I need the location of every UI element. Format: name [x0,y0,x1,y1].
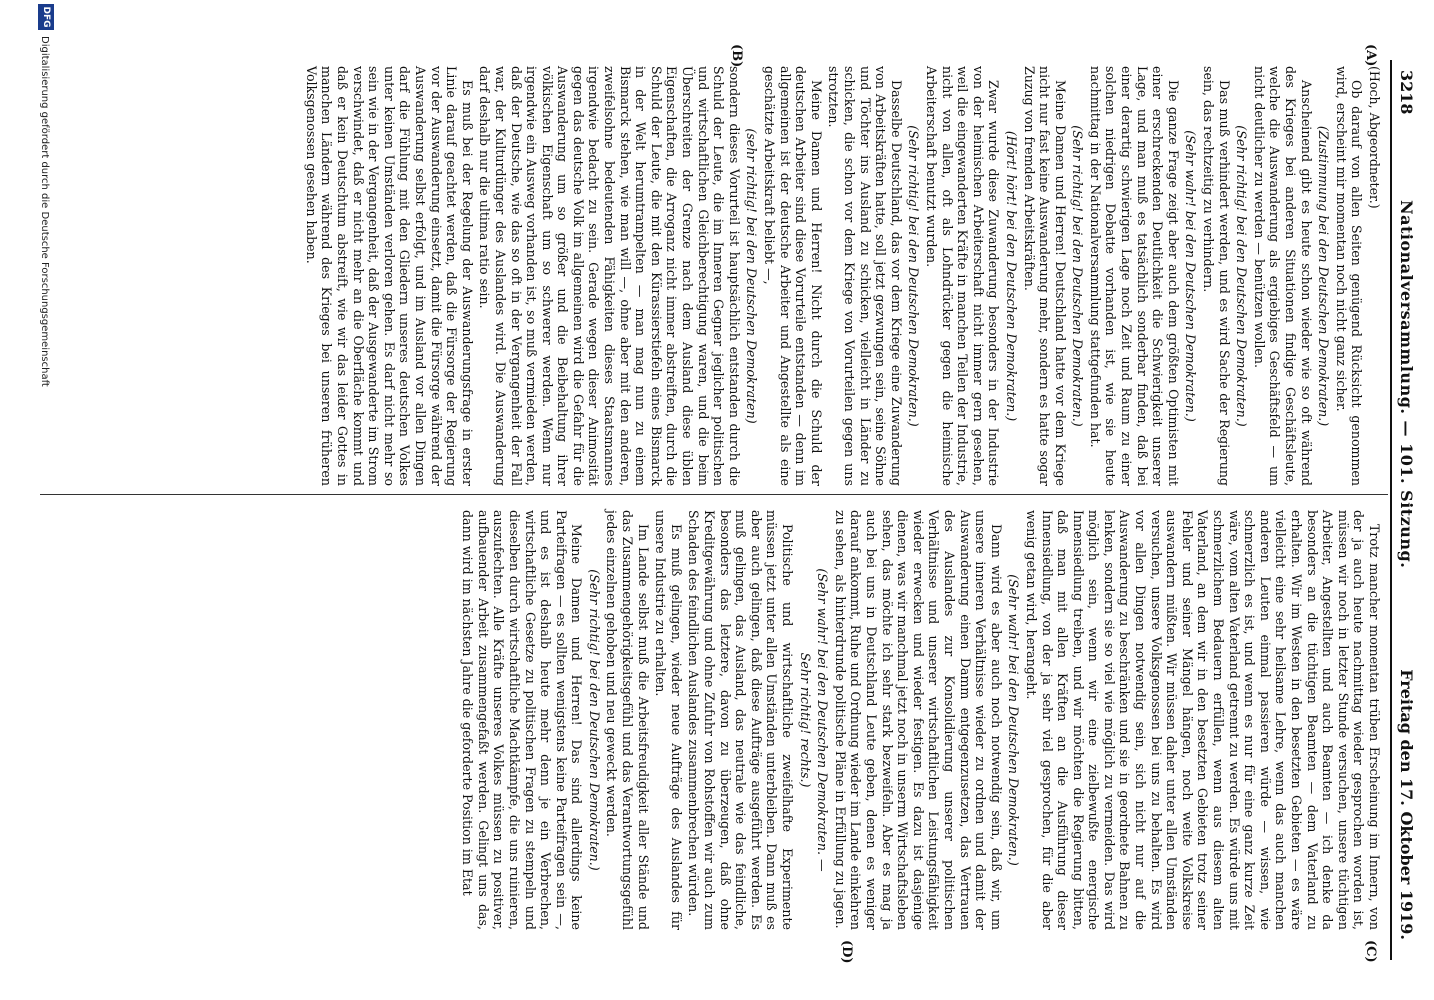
margin-marker-c: (C) [1363,940,1378,963]
paragraph: Meine Damen und Herren! Nicht durch die Schuld der deutschen Arbeiter sind diese Vorurteile entstanden — denn im allgemeinen ist der deutsche Arbeiter und Angestellte als eine geschätzte Arbeitskraft beliebt —, [762,66,824,486]
paragraph: Das muß verhindert werden, und es wird Sache der Regierung sein, das rechtzeitig zu verhindern. [1201,66,1232,486]
margin-marker-b: (B) [729,44,744,68]
interjection: (Sehr richtig! bei den Deutschen Demokraten.) [586,569,602,871]
paragraph: Zwar wurde diese Zuwanderung besonders in der Industrie von der heimischen Arbeiterschaft nicht immer gern gesehen, weil die eingewanderten Kräfte in manchen Teilen der Industrie, nicht von allen, oft als Lohndrücker gegen die heimische Arbeiterschaft benutzt wurden. [923,66,1002,486]
paragraph: Die ganze Frage zeigt aber auch dem größten Optimisten mit einer erschreckenden Deutlichkeit die Schwierigkeit unserer Lage, und man muß es tatsächlich sonderbar finden, daß bei einer derartig schwierigen Lage noch Zeit und Raum zu einer solchen niedrigen Debatte vorhanden ist, wie sie heute nachmittag in der Nationalversammlung stattgefunden hat. [1087,66,1181,486]
paragraph: Politische und wirtschaftliche zweifelhafte Experimente müssen jetzt unter allen Umständen unterbleiben. Dann muß es aber auch gelingen, daß diese Aufträge ausgeführt werden. Es muß gelingen, das Ausland, das neutrale wie das feindliche, besonders das letztere, davon zu überzeugen, daß ohne Kreditgewährung und ohne Zufuhr von Rohstoffen wir auch zum Schaden des feindlichen Auslandes zusammenbrechen würden. [686,510,796,930]
interjection: (Sehr wahr! bei den Deutschen Demokraten. — [815,568,831,872]
interjection: (Sehr wahr! bei den Deutschen Demokraten.) [1183,130,1199,422]
interjection: Sehr richtig! rechts.) [797,652,813,788]
speaker-line: (Hoch, Abgeordneter.) [1367,66,1382,209]
paragraph: Trotz mancher momentan trüben Erscheinung im Innern, von der ja auch heute nachmittag wieder gesprochen worden ist, müssen wir noch in letzter Stunde versuchen, unsere tüchtigen Arbeiter, Angestellten und auch Beamten — ich denke da besonders an die tüchtigen Beamten — dem Vaterland zu erhalten. Wir im Westen in den besetzten Gebieten — es wäre vielleicht eine sehr heilsame Lehre, wenn das auch manchen anderen Leuten einmal passieren würde — wissen, wie schmerzlich es ist, und wenn es nur für eine ganz kurze Zeit wäre, vom alten Vaterland getrennt zu werden. Es würde uns mit schmerzlichem Bedauern erfüllen, wenn aus diesem alten Vaterland, an dem wir in den besetzten Gebieten trotz seiner Fehler und seiner Mängel hängen, noch weite Volkskreise auswandern müßten. Wir müssen daher unter allen Umständen versuchen, unsere Volksgenossen bei uns zu behalten. Es wird vor allen Dingen notwendig sein, sich nicht nur auf die Auswanderung zu beschränken und sie in geordnete Bahnen zu lenken, sondern sie so viel wie möglich zu vermeiden. Das wird möglich sein, wenn wir eine zielbewußte energische Innensiedlung treiben, und wir möchten die Regierung bitten, daß man mit allen Kräften an die Ausführung dieser Innensiedlung, von der ja sehr viel gesprochen, für die aber wenig getan wird, herangeht. [1023,510,1382,930]
interjection: (sehr richtig! bei den Deutschen Demokraten) [744,128,760,424]
paragraph: sondern dieses Vorurteil ist hauptsächlich entstanden durch die Schuld der Leute, die im Inneren Gegner jeglicher politischen und wirtschaftlichen Gleichberechtigung waren, und die beim Überschreiten der Grenze nach dem Ausland diese üblen Eigenschaften, die Arroganz nicht immer abstreiften, durch die Schuld der Leute, die mit den Kürassierstiefeln eines Bismarck in der Welt herumtrampelten — man mag nun zu einem Bismarck stehen, wie man will —, ohne aber mit den anderen, zweifelsohne bedeutenden Fähigkeiten dieses Staatsmannes irgendwie bedacht zu sein. Gerade wegen dieser Animosität gegen das deutsche Volk im allgemeinen wird die Gefahr für die Auswanderung um so größer und die Beibehaltung ihrer völkischen Eigenschaft um so schwerer werden. Wenn nur irgendwie ein Ausweg vorhanden ist, so muß vermieden werden, daß der Deutsche, wie das so oft in der Vergangenheit der Fall war, der Kulturdünger des Auslandes wird. Die Auswanderung darf deshalb nur die ultima ratio sein. [477,66,742,486]
page-title: Nationalversammlung. — 101. Sitzung. [1397,200,1416,569]
paragraph: Dann wird es aber auch noch notwendig sein, daß wir, um unsere inneren Verhältnisse wieder zu ordnen und damit der Auswanderung einen Damm entgegenzusetzen, das Vertrauen des Auslandes zur Konsolidierung unserer politischen Verhältnisse und unserer wirtschaftlichen Leistungsfähigkeit wieder erwecken und wieder festigen. Es dazu ist dasjenige dienen, was wir manchmal jetzt noch in unserm Wirtschaftsleben sehen, das möchte ich sehr stark bezweifeln. Aber es mag ja auch bei uns in Deutschland Leute geben, denen es weniger darauf ankommt, Ruhe und Ordnung wieder im Lande einkehren zu sehen, als hinterdrunde politische Pläne in Erfüllung zu jagen. [832,510,1004,930]
session-date: Freitag den 17. Oktober 1919. [1397,669,1416,940]
paragraph: Meine Damen und Herren! Deutschland hatte vor dem Kriege nicht nur fast keine Auswanderung mehr, sondern es hatte sogar Zuzug von fremden Arbeitskräften. [1021,66,1068,486]
paragraph: Es muß gelingen, wieder neue Aufträge des Auslandes für unsere Industrie zu erhalten. [653,510,684,930]
dfg-logo: DFG [38,4,54,30]
right-column [458,510,1382,930]
page-number: 3218 [1397,70,1416,115]
paragraph: Meine Damen und Herren! Das sind allerdings keine Parteifragen — es sollten wenigstens keine Parteifragen sein —, und es ist deshalb heute mehr denn je ein Verbrechen, wirtschaftliche Gesetze zu politischen Fragen zu stempeln und dieselben durch wirtschaftliche Machtkämpfe, die uns ruinieren, auszufechten. Alle Kräfte unseres Volkes müssen zu positiver, aufbauender Arbeit zusammengefaßt werden. Gelingt uns das, dann wird im nächsten Jahre die geforderte Position im Etat [460,510,585,930]
interjection: (Zustimmung bei den Deutschen Demokraten.) [1316,125,1332,427]
header-rule [1390,60,1392,960]
paragraph: Anscheinend gibt es heute schon wieder wie so oft während des Krieges bei anderen Situationen findige Geschäftsleute, welche die Auswanderung als ergiebiges Geschäftsfeld — um nicht deutlicher zu werden — benützen wollen. [1251,66,1314,486]
interjection: (Sehr richtig! bei den Deutschen Demokraten.) [1234,125,1250,427]
interjection: (Sehr wahr! bei den Deutschen Demokraten.) [1006,574,1022,866]
interjection: (Sehr richtig! bei den Deutschen Demokraten.) [906,125,922,427]
margin-marker-d: (D) [839,940,854,964]
paragraph: Dasselbe Deutschland, das vor dem Kriege eine Zuwanderung von Arbeitskräften hatte, soll jetzt gezwungen sein, seine Söhne und Töchter ins Ausland zu schicken, vielleicht in Länder zu schicken, die schon vor dem Kriege von Vorurteilen gegen uns strotzten. [826,66,904,486]
page-header [1392,70,1416,940]
paragraph: Ob darauf von allen Seiten genügend Rücksicht genommen wird, erscheint mir momentan noch nicht ganz sicher. [1333,66,1365,486]
paragraph: Im Lande selbst muß die Arbeitsfreudigkeit aller Stände und das Zusammengehörigkeitsgefühl und das Verantwortungsgefühl jedes einzelnen gehoben und neu geweckt werden. [604,510,651,930]
interjection: (Sehr richtig! bei den Deutschen Demokraten.) [1070,125,1086,427]
column-divider [40,494,1388,495]
paragraph: Es muß bei der Regelung der Auswanderungsfrage in erster Linie darauf geachtet werden, daß die Fürsorge der Regierung vor der Auswanderung einsetzt, damit die Fürsorge während der Auswanderung selbst erfolgt, und im Ausland vor allen Dingen darf die Fühlung mit den Gliedern unseres deutschen Volkes unter keinen Umständen verloren gehen. Es darf nicht mehr so sein wie in der Vergangenheit, daß der Ausgewanderte im Strom verschwindet, daß er nicht mehr an die Oberfläche kommt und daß er kein Deutschtum abstreift, wie wir das leider Gottes in manchen Ländern während des Krieges bei unseren früheren Volksgenossen gesehen haben. [303,66,475,486]
interjection: (Hört! hört! bei den Deutschen Demokraten.) [1003,130,1019,422]
credit-text: Digitalisierung gefördert durch die Deutsche Forschungsgemeinschaft [39,36,50,387]
margin-marker-a: (A) [1363,44,1378,67]
left-column [301,66,1382,486]
